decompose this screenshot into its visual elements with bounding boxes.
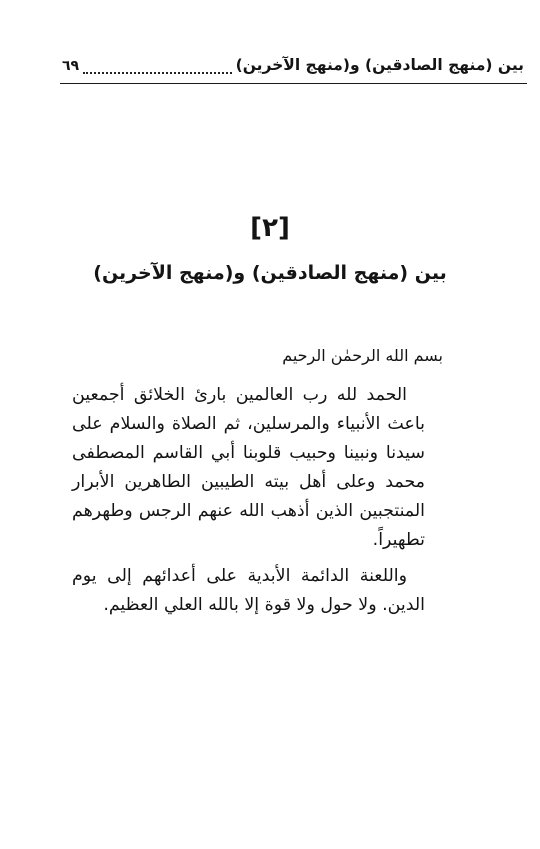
text-line: واللعنة الدائمة الأبدية على أعدائهم إلى يوم xyxy=(72,566,407,586)
chapter-title: بين (منهج الصادقين) و(منهج الآخرين) xyxy=(93,262,447,284)
paragraph-curse xyxy=(72,562,425,620)
running-header-title: بين (منهج الصادقين) و(منهج الآخرين) xyxy=(235,56,524,74)
text-line: باعث الأنبياء والمرسلين، ثم الصلاة والسلام على xyxy=(72,414,425,434)
page-number: ٦٩ xyxy=(62,58,80,74)
paragraph-praise xyxy=(72,381,425,555)
text-line: الحمد لله رب العالمين بارئ الخلائق أجمعين xyxy=(72,385,407,405)
header-rule xyxy=(60,83,527,84)
basmala: بسم الله الرحمٰن الرحيم xyxy=(282,346,443,365)
text-line: المنتجبين الذين أذهب الله عنهم الرجس وطهرهم xyxy=(72,501,425,521)
text-line: سيدنا ونبينا وحبيب قلوبنا أبي القاسم المصطفى xyxy=(72,443,425,463)
chapter-number: [٢] xyxy=(250,213,290,243)
text-line: محمد وعلى أهل بيته الطيبين الطاهرين الأبرار xyxy=(72,472,425,492)
text-line: تطهيراً. xyxy=(372,530,425,550)
text-line: الدين. ولا حول ولا قوة إلا بالله العلي العظيم. xyxy=(103,595,425,615)
dot-leader xyxy=(83,62,232,74)
running-header xyxy=(62,56,524,80)
